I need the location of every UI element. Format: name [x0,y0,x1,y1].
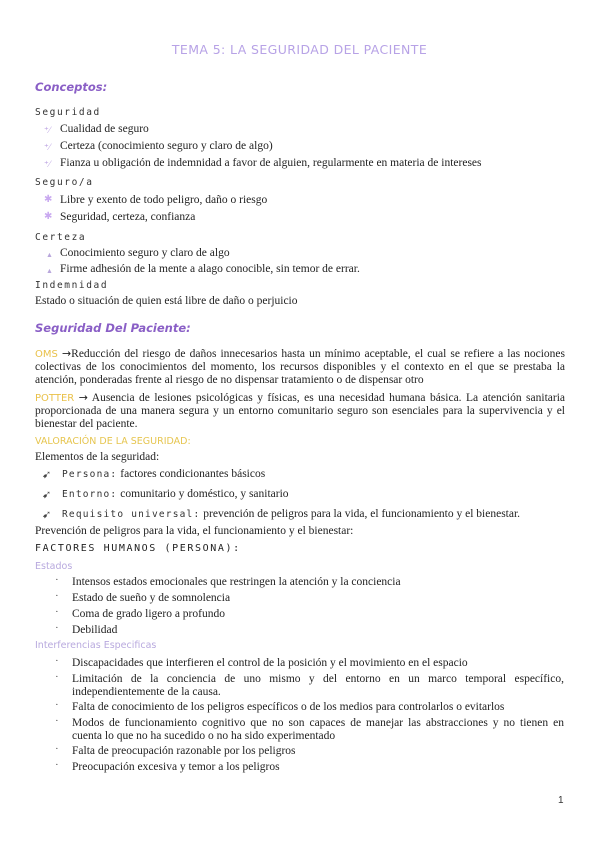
list-item: Seguridad, certeza, confianza [60,211,196,223]
list-item [62,488,289,500]
seguro-label: Seguro/a [35,177,94,188]
dot-icon: · [55,715,59,727]
factores-heading: FACTORES HUMANOS (PERSONA): [35,543,241,554]
dot-icon: · [55,655,59,667]
list-item: Debilidad [72,624,118,636]
potter-tag: POTTER [35,393,75,404]
potter-text: Ausencia de lesiones psicológicas y físicas, es una necesidad humana básica. La atención sanitaria proporcionada de una manera segura y un entorno comunitario seguro son esenciales para la supervivencia y el bienestar del paciente. [35,392,565,430]
oms-text: Reducción del riesgo de daños innecesarios hasta un mínimo aceptable, el cual se refiere a las nociones colectivas de los conocimientos del momento, los recursos disponibles y el contexto en el que se prestaba la atención, ponderadas frente al riesgo de no dispensar tratamiento o de dispensar otro [35,348,566,386]
dot-icon: · [55,743,59,755]
list-item: Falta de conocimiento de los peligros específicos o de los medios para controlarlos o evitarlos [72,701,505,713]
triangle-icon: ▲ [46,251,53,259]
pin-icon: ➹ [42,509,52,521]
oms-paragraph [35,347,565,387]
list-item: Firme adhesión de la mente a alago conocible, sin temor de errar. [60,263,360,275]
list-item: Preocupación excesiva y temor a los peligros [72,761,280,773]
triangle-icon: ▲ [46,267,53,275]
arrow-right-icon: → [61,347,72,360]
pin-icon: ➹ [42,469,52,481]
dot-icon: · [55,699,59,711]
seguridad-paciente-heading: Seguridad Del Paciente: [35,321,191,335]
dot-icon: · [55,590,59,602]
sparkle-icon: ⁺⁄ [44,125,51,135]
estados-label: Estados [35,561,73,572]
conceptos-heading: Conceptos: [35,80,108,94]
list-item: Discapacidades que interfieren el control de la posición y el movimiento en el espacio [72,657,468,669]
page-title: TEMA 5: LA SEGURIDAD DEL PACIENTE [171,42,428,57]
list-item [62,508,520,520]
persona-text: factores condicionantes básicos [120,468,266,480]
dot-icon: · [55,606,59,618]
list-item: Falta de preocupación razonable por los peligros [72,745,296,757]
requisito-label: Requisito universal: [62,509,201,520]
list-item: Estado de sueño y de somnolencia [72,592,231,604]
persona-label: Persona: [62,469,118,480]
list-item: Conocimiento seguro y claro de algo [60,247,230,259]
seguridad-label: Seguridad [35,107,101,118]
list-item: Coma de grado ligero a profundo [72,608,225,620]
certeza-label: Certeza [35,232,87,243]
oms-tag: OMS [35,349,58,360]
list-item: Intensos estados emocionales que restringen la atención y la conciencia [72,576,401,588]
entorno-text: comunitario y doméstico, y sanitario [120,488,289,500]
star-icon: ✱ [44,194,53,205]
interferencias-label: Interferencias Especificas [35,640,157,651]
indemnidad-text: Estado o situación de quien está libre de daño o perjuicio [35,295,298,307]
dot-icon: · [55,622,59,634]
list-item: Modos de funcionamiento cognitivo que no son capaces de manejar las abstracciones y no tienen en cuenta lo que no ha sucedido o no ha sido experimentado [72,717,564,742]
list-item: Libre y exento de todo peligro, daño o riesgo [60,194,268,206]
arrow-right-icon: → [78,391,88,404]
entorno-label: Entorno: [62,489,118,500]
potter-paragraph [35,391,565,431]
list-item: Cualidad de seguro [60,123,149,135]
sparkle-icon: ⁺⁄ [44,159,51,169]
list-item: Limitación de la conciencia de uno mismo y del entorno en un marco temporal específico, independientemente de la causa. [72,673,564,698]
dot-icon: · [55,574,59,586]
list-item [62,468,265,480]
dot-icon: · [55,671,59,683]
prevencion-text: Prevención de peligros para la vida, el funcionamiento y el bienestar: [35,525,354,537]
valoracion-heading: VALORACIÓN DE LA SEGURIDAD: [35,436,191,447]
pin-icon: ➹ [42,489,52,501]
requisito-text: prevención de peligros para la vida, el funcionamiento y el bienestar. [203,508,521,520]
page-number: 1 [558,795,564,806]
elementos-intro: Elementos de la seguridad: [35,451,160,463]
sparkle-icon: ⁺⁄ [44,142,51,152]
star-icon: ✱ [44,211,53,222]
list-item: Fianza u obligación de indemnidad a favor de alguien, regularmente en materia de intereses [60,157,482,169]
indemnidad-label: Indemnidad [35,280,109,291]
list-item: Certeza (conocimiento seguro y claro de algo) [60,140,273,152]
dot-icon: · [55,759,59,771]
